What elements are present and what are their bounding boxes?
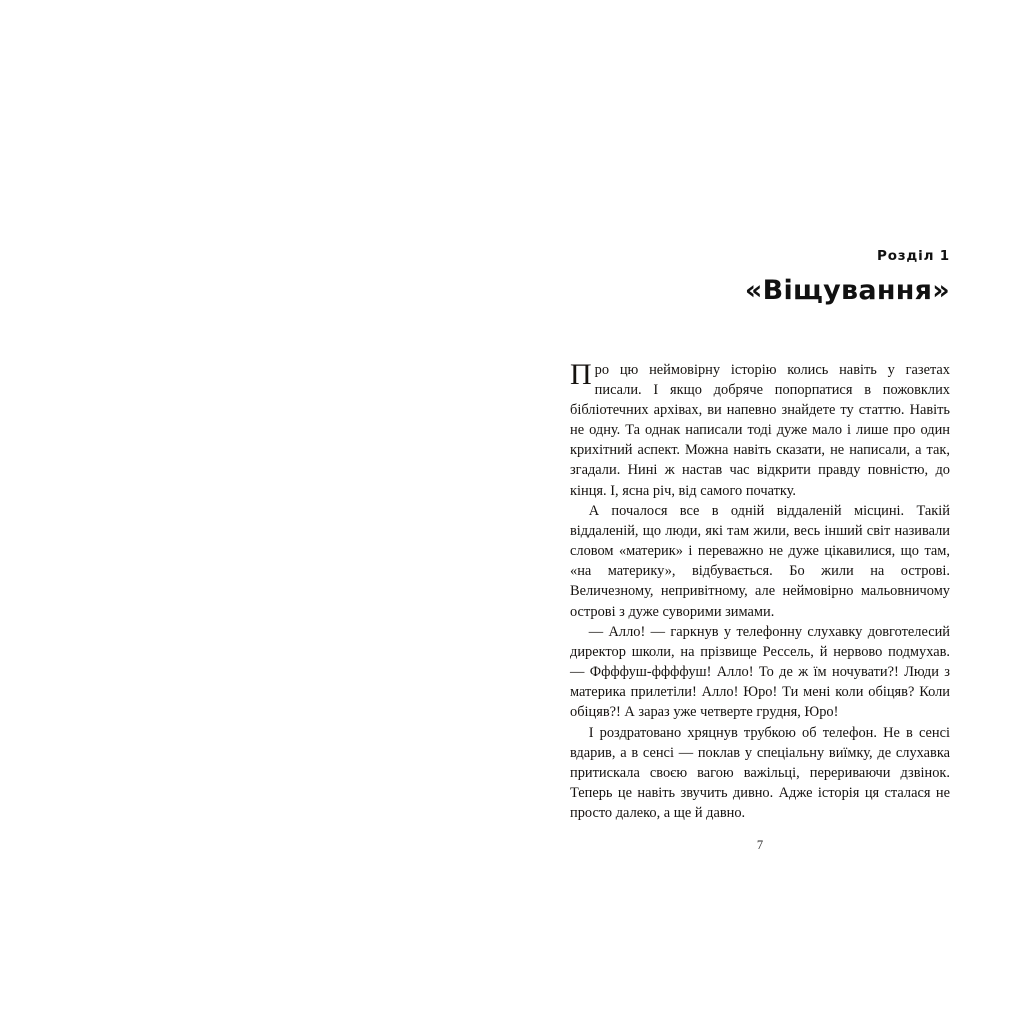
paragraph: І роздратовано хряцнув трубкою об телефон. Не в сенсі вдарив, а в сенсі — поклав у спеціальну виїмку, де слухавка притискала своєю вагою важільці, перериваючи дзвінок. Теперь це навіть звучить дивно. Адже історія ця сталася не просто далеко, а ще й давно.: [570, 724, 950, 822]
page-number: 7: [756, 838, 764, 852]
chapter-title: «Віщування»: [744, 275, 950, 306]
paragraph: Про цю неймовірну історію колись навіть у газетах писали. І якщо добряче попорпатися в пожовклих бібліотечних архівах, ви напевно знайдете ту статтю. Навіть не одну. Та однак написали тоді дуже мало і лише про один крихітний аспект. Можна навіть сказати, не написали, а так, згадали. Нині ж настав час відкрити правду повністю, до кінця. І, ясна річ, від самого початку.: [570, 357, 950, 499]
body-copy: [570, 357, 950, 824]
paragraph: — Алло! — гаркнув у телефонну слухавку довготелесий директор школи, на прізвище Рессель, й нервово подмухав. — Ффффуш-ффффуш! Алло! То де ж їм ночувати?! Люди з материка прилетіли! Алло! Юро! Ти мені коли обіцяв? Коли обіцяв?! А зараз уже четверте грудня, Юро!: [570, 623, 950, 721]
page-text-block: [570, 248, 950, 823]
chapter-label: Розділ 1: [876, 248, 950, 264]
paragraph: А почалося все в одній віддаленій місцині. Такій віддаленій, що люди, які там жили, весь інший світ називали словом «материк» і переважно не дуже цікавилися, що там, «на материку», відбувається. Бо жили на острові. Величезному, непривітному, але неймовірно мальовничому острові з дуже суворими зимами.: [570, 502, 950, 620]
